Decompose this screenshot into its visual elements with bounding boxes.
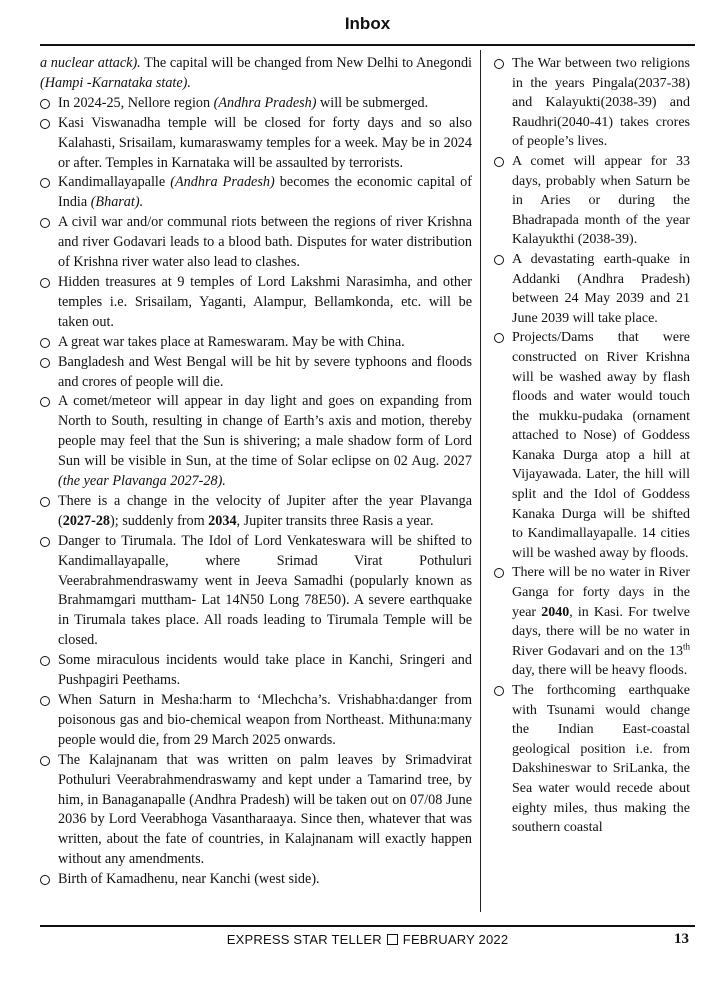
page-footer	[40, 932, 695, 952]
text-run: In 2024-25, Nellore region	[58, 94, 214, 111]
header-rule	[40, 44, 695, 46]
text-run: There is a change in the velocity of Jupiter after the year Plavanga (	[58, 492, 472, 529]
circle-bullet-icon	[494, 157, 504, 167]
circle-bullet-icon	[40, 397, 50, 407]
prediction-item	[40, 532, 472, 651]
left-item-list	[40, 94, 472, 890]
text-run: Kandimallayapalle	[58, 174, 171, 191]
text-run: The Kalajnanam that was written on palm leaves by Srimadvirat Pothuluri Veerabrahmendraswamy and kept under a Tamarind tree, by him, in Banaganapalle (Andhra Pradesh) will be taken out on 07/08 June 2036 by Lord Veerabhoga Vasantharaaya. Since then, whatever that was written, about the fate of countries, in Kalajnanam will exactly happen without any amendments.	[58, 751, 472, 868]
circle-bullet-icon	[494, 255, 504, 265]
text-run: day, there will be heavy floods.	[512, 663, 688, 679]
italic-text: (Andhra Pradesh)	[213, 94, 317, 111]
italic-text: (the year Plavanga 2027-28).	[58, 473, 226, 490]
page-title: Inbox	[344, 14, 391, 33]
text-run: There will be no water in River Ganga for forty days in the year	[512, 565, 690, 620]
prediction-item	[40, 353, 472, 393]
prediction-item	[40, 94, 472, 114]
circle-bullet-icon	[494, 333, 504, 343]
circle-bullet-icon	[40, 338, 50, 348]
text-run: Bangladesh and West Bengal will be hit by severe typhoons and floods and crores of people will die.	[58, 353, 472, 390]
text-run: Danger to Tirumala. The Idol of Lord Venkateswara will be shifted to Kandimallayapalle, where Srimad Virat Pothuluri Veerabrahmendraswamy went in Jeeva Samadhi (popularly known as Brahmamgari muttham- Lat 14N50 Long 78E50). A severe earthquake in Tirumala takes place. All roads leading to Tirumala Temple will be closed.	[58, 532, 472, 649]
prediction-item	[40, 691, 472, 751]
right-item-list	[494, 54, 690, 838]
lead-paragraph	[40, 54, 472, 94]
circle-bullet-icon	[40, 696, 50, 706]
circle-bullet-icon	[40, 358, 50, 368]
prediction-item	[40, 651, 472, 691]
right-column	[494, 54, 690, 838]
text-run: , Jupiter transits three Rasis a year.	[236, 512, 434, 529]
circle-bullet-icon	[40, 99, 50, 109]
text-run: A great war takes place at Rameswaram. May be with China.	[58, 333, 405, 350]
italic-text: a nuclear attack).	[40, 55, 141, 71]
text-run: Hidden treasures at 9 temples of Lord Lakshmi Narasimha, and other temples i.e. Srisailam, Yaganti, Alampur, Bellamkonda, etc. will be taken out.	[58, 273, 472, 330]
prediction-item	[40, 392, 472, 492]
prediction-item	[40, 870, 472, 890]
text-run: , in Kasi. For twelve days, there will be no water in River Godavari and on the 13	[512, 604, 690, 659]
prediction-item	[494, 250, 690, 328]
text-run: Projects/Dams that were constructed on River Krishna will be washed away by flash floods and water would touch the mukku-pudaka (ornament attached to Nose) of Goddess Kanaka Durga atop a hill at Vijayawada. Later, the hill will split and the Idol of Goddess Kanaka Durga will be shifted to Kandimallayapalle. 14 cities will be washed away by floods.	[512, 330, 690, 561]
circle-bullet-icon	[40, 875, 50, 885]
circle-bullet-icon	[40, 119, 50, 129]
text-run: When Saturn in Mesha:harm to ‘Mlechcha’s. Vrishabha:danger from poisonous gas and bio-chemical weapon from Northeast. Mithuna:many people would die, from 29 March 2025 onwards.	[58, 692, 472, 748]
column-divider	[480, 50, 481, 912]
prediction-item	[494, 328, 690, 563]
text-run: The War between two religions in the years Pingala(2037-38) and Kalayukti(2038-39) and Raudhri(2040-41) takes crores of people’s lives.	[512, 56, 690, 150]
page-number: 13	[674, 931, 689, 947]
text-run: A comet will appear for 33 days, probably when Saturn be in Aries or during the Bhadrapada month of the year Kalayukthi (2038-39).	[512, 153, 690, 248]
footer-credit	[40, 932, 695, 947]
circle-bullet-icon	[40, 497, 50, 507]
circle-bullet-icon	[494, 59, 504, 69]
circle-bullet-icon	[40, 756, 50, 766]
magazine-name: EXPRESS STAR TELLER	[226, 932, 382, 947]
circle-bullet-icon	[494, 568, 504, 578]
italic-text: (Andhra Pradesh)	[170, 174, 275, 191]
prediction-item	[40, 213, 472, 273]
prediction-item	[494, 681, 690, 838]
prediction-item	[40, 273, 472, 333]
text-run: becomes the economic capital of India	[58, 174, 472, 211]
prediction-item	[494, 54, 690, 152]
square-bullet-icon	[387, 934, 398, 945]
circle-bullet-icon	[40, 537, 50, 547]
text-run: will be submerged.	[316, 94, 429, 111]
prediction-item	[494, 152, 690, 250]
prediction-item	[40, 114, 472, 174]
bold-text: 2027-28	[62, 512, 111, 529]
prediction-item	[40, 492, 472, 532]
bold-text: 2034	[208, 512, 237, 529]
prediction-item	[40, 173, 472, 213]
left-column	[40, 54, 472, 890]
circle-bullet-icon	[40, 178, 50, 188]
text-run: A civil war and/or communal riots between the regions of river Krishna and river Godavari leads to a blood bath. Disputes for water distribution of Krishna river water also lead to clashes.	[58, 214, 472, 271]
text-run: A devastating earth-quake in Addanki (Andhra Pradesh) between 24 May 2039 and 21 June 2039 will take place.	[512, 251, 690, 326]
text-run: The forthcoming earthquake with Tsunami would change the Indian East-coastal geological position i.e. from Dakshineswar to SriLanka, the Sea water would recede about eighty miles, thus making the southern coastal	[512, 683, 690, 836]
text-run: Some miraculous incidents would take place in Kanchi, Sringeri and Pushpagiri Peethams.	[58, 652, 472, 689]
bold-text: 2040	[541, 604, 570, 620]
circle-bullet-icon	[40, 656, 50, 666]
text-run: Kasi Viswanadha temple will be closed for forty days and so also Kalahasti, Srisailam, kumaraswamy temples for a week. May be in 2024 or after. Temples in Karnataka will be assaulted by terrorists.	[58, 114, 472, 171]
text-run: The capital will be changed from New Delhi to Anegondi	[140, 55, 472, 71]
prediction-item	[494, 563, 690, 681]
text-run: ); suddenly from	[110, 512, 209, 529]
italic-text: (Hampi -Karnataka state).	[40, 74, 191, 91]
circle-bullet-icon	[40, 278, 50, 288]
text-run: A comet/meteor will appear in day light and goes on expanding from North to South, resulting in change of Earth’s axis and motion, thereby people may feel that the Sun is shivering; a male shadow form of Lord Sun will be visible in Sun, at the time of Solar eclipse on 02 Aug. 2027	[58, 393, 472, 470]
footer-rule	[40, 925, 695, 927]
issue-date: FEBRUARY 2022	[402, 932, 509, 947]
prediction-item	[40, 333, 472, 353]
circle-bullet-icon	[494, 686, 504, 696]
italic-text: (Bharat).	[90, 194, 144, 211]
text-run: Birth of Kamadhenu, near Kanchi (west side).	[58, 871, 320, 888]
circle-bullet-icon	[40, 218, 50, 228]
superscript: th	[682, 641, 690, 652]
prediction-item	[40, 751, 472, 870]
